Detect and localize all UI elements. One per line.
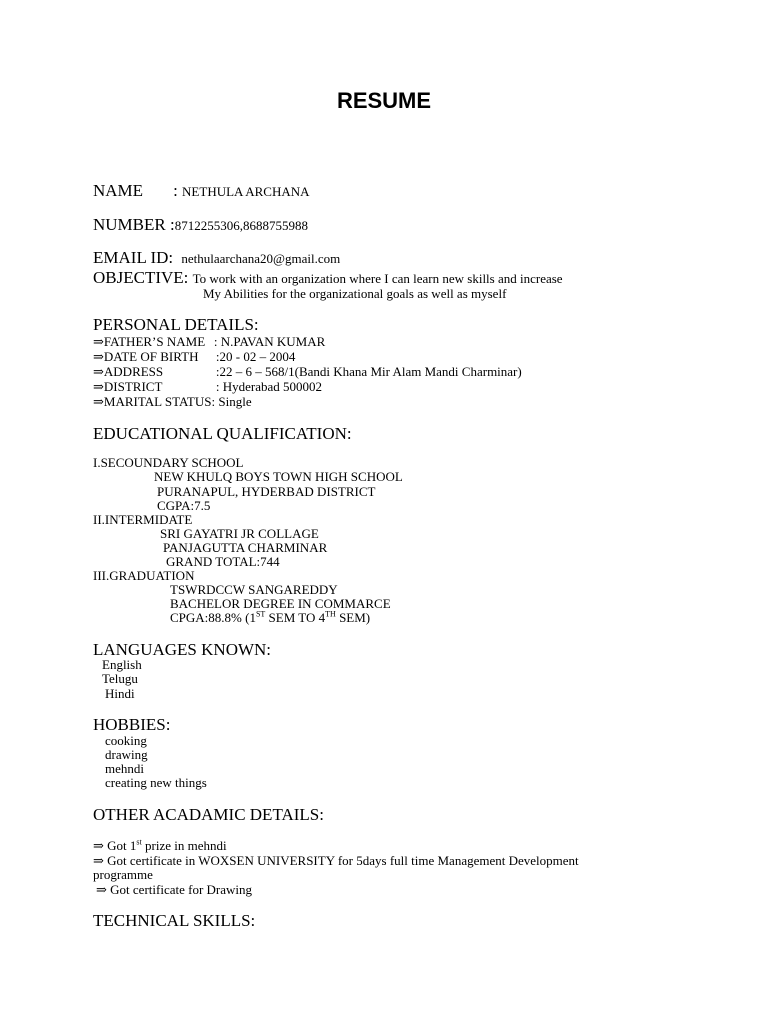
personal-label: MARITAL STATUS: [103,394,216,409]
other-item1-b: prize in mehndi [141,838,227,853]
resume-title: RESUME [336,88,432,113]
graduation-score-a: CPGA:88.8% (1 [170,610,256,625]
graduation-degree: BACHELOR DEGREE IN COMMARCE [170,596,391,611]
number-label: NUMBER : [93,215,175,234]
language-item: English [102,657,142,672]
personal-item [93,380,322,394]
objective-label: OBJECTIVE: [93,268,189,287]
name-sep: : [173,181,178,200]
personal-label: ADDRESS [103,364,164,379]
arrow-icon: ⇒ [93,379,104,394]
personal-value: :22 – 6 – 568/1(Bandi Khana Mir Alam Mandi Charminar) [215,364,522,379]
graduation-score-b: SEM TO 4 [265,610,326,625]
objective-line2: My Abilities for the organizational goals as well as myself [203,286,507,301]
hobby-item: mehndi [105,761,144,776]
personal-value: Single [218,394,252,409]
email-row [93,249,340,268]
name-label: NAME [93,181,144,200]
education-heading: EDUCATIONAL QUALIFICATION: [93,424,352,443]
personal-label: DATE OF BIRTH [103,349,199,364]
hobby-item: creating new things [105,775,207,790]
personal-item [93,395,252,409]
secondary-school: NEW KHULQ BOYS TOWN HIGH SCHOOL [154,469,403,484]
intermediate-title: II.INTERMIDATE [93,512,193,527]
graduation-score [170,611,370,625]
secondary-title: I.SECOUNDARY SCHOOL [93,455,244,470]
personal-heading: PERSONAL DETAILS: [93,315,259,334]
other-item3: Got certificate for Drawing [110,882,253,897]
hobbies-heading: HOBBIES: [93,715,171,734]
name-row [93,182,310,201]
language-item: Hindi [105,686,135,701]
intermediate-college: SRI GAYATRI JR COLLAGE [160,526,319,541]
personal-item [93,365,522,379]
hobby-item: drawing [105,747,148,762]
arrow-icon: ⇒ [93,853,104,868]
other-item [93,839,227,853]
other-item [96,883,252,897]
other-item1-sup: st [136,837,142,847]
secondary-place: PURANAPUL, HYDERBAD DISTRICT [157,484,376,499]
arrow-icon: ⇒ [93,364,104,379]
arrow-icon: ⇒ [93,394,104,409]
graduation-score-c: SEM) [335,610,371,625]
language-item: Telugu [102,671,138,686]
personal-item [93,335,325,349]
personal-value: : N.PAVAN KUMAR [213,334,326,349]
secondary-score: CGPA:7.5 [157,498,211,513]
other-item1-a: Got 1 [107,838,137,853]
name-value: NETHULA ARCHANA [182,184,310,199]
other-item [93,854,579,868]
arrow-icon: ⇒ [96,882,107,897]
number-row [93,216,308,235]
personal-value: : Hyderabad 500002 [215,379,323,394]
personal-label: FATHER’S NAME [103,334,206,349]
email-value: nethulaarchana20@gmail.com [181,251,341,266]
intermediate-score: GRAND TOTAL:744 [166,554,280,569]
languages-heading: LANGUAGES KNOWN: [93,640,272,659]
personal-label: DISTRICT [103,379,163,394]
technical-heading: TECHNICAL SKILLS: [93,911,256,930]
graduation-title: III.GRADUATION [93,568,195,583]
graduation-college: TSWRDCCW SANGAREDDY [170,582,338,597]
hobby-item: cooking [105,733,147,748]
graduation-sup1: ST [255,609,266,619]
email-label: EMAIL ID: [93,248,174,267]
objective-line1: To work with an organization where I can learn new skills and increase [192,271,563,286]
personal-item [93,350,295,364]
arrow-icon: ⇒ [93,838,104,853]
other-item2-line1: Got certificate in WOXSEN UNIVERSITY for 5days full time Management Development [107,853,579,868]
other-heading: OTHER ACADAMIC DETAILS: [93,805,324,824]
intermediate-place: PANJAGUTTA CHARMINAR [163,540,328,555]
number-value: 8712255306,8688755988 [174,218,308,233]
personal-value: :20 - 02 – 2004 [215,349,296,364]
other-item2-line2: programme [93,867,153,882]
arrow-icon: ⇒ [93,334,104,349]
graduation-sup2: TH [325,609,336,619]
arrow-icon: ⇒ [93,349,104,364]
